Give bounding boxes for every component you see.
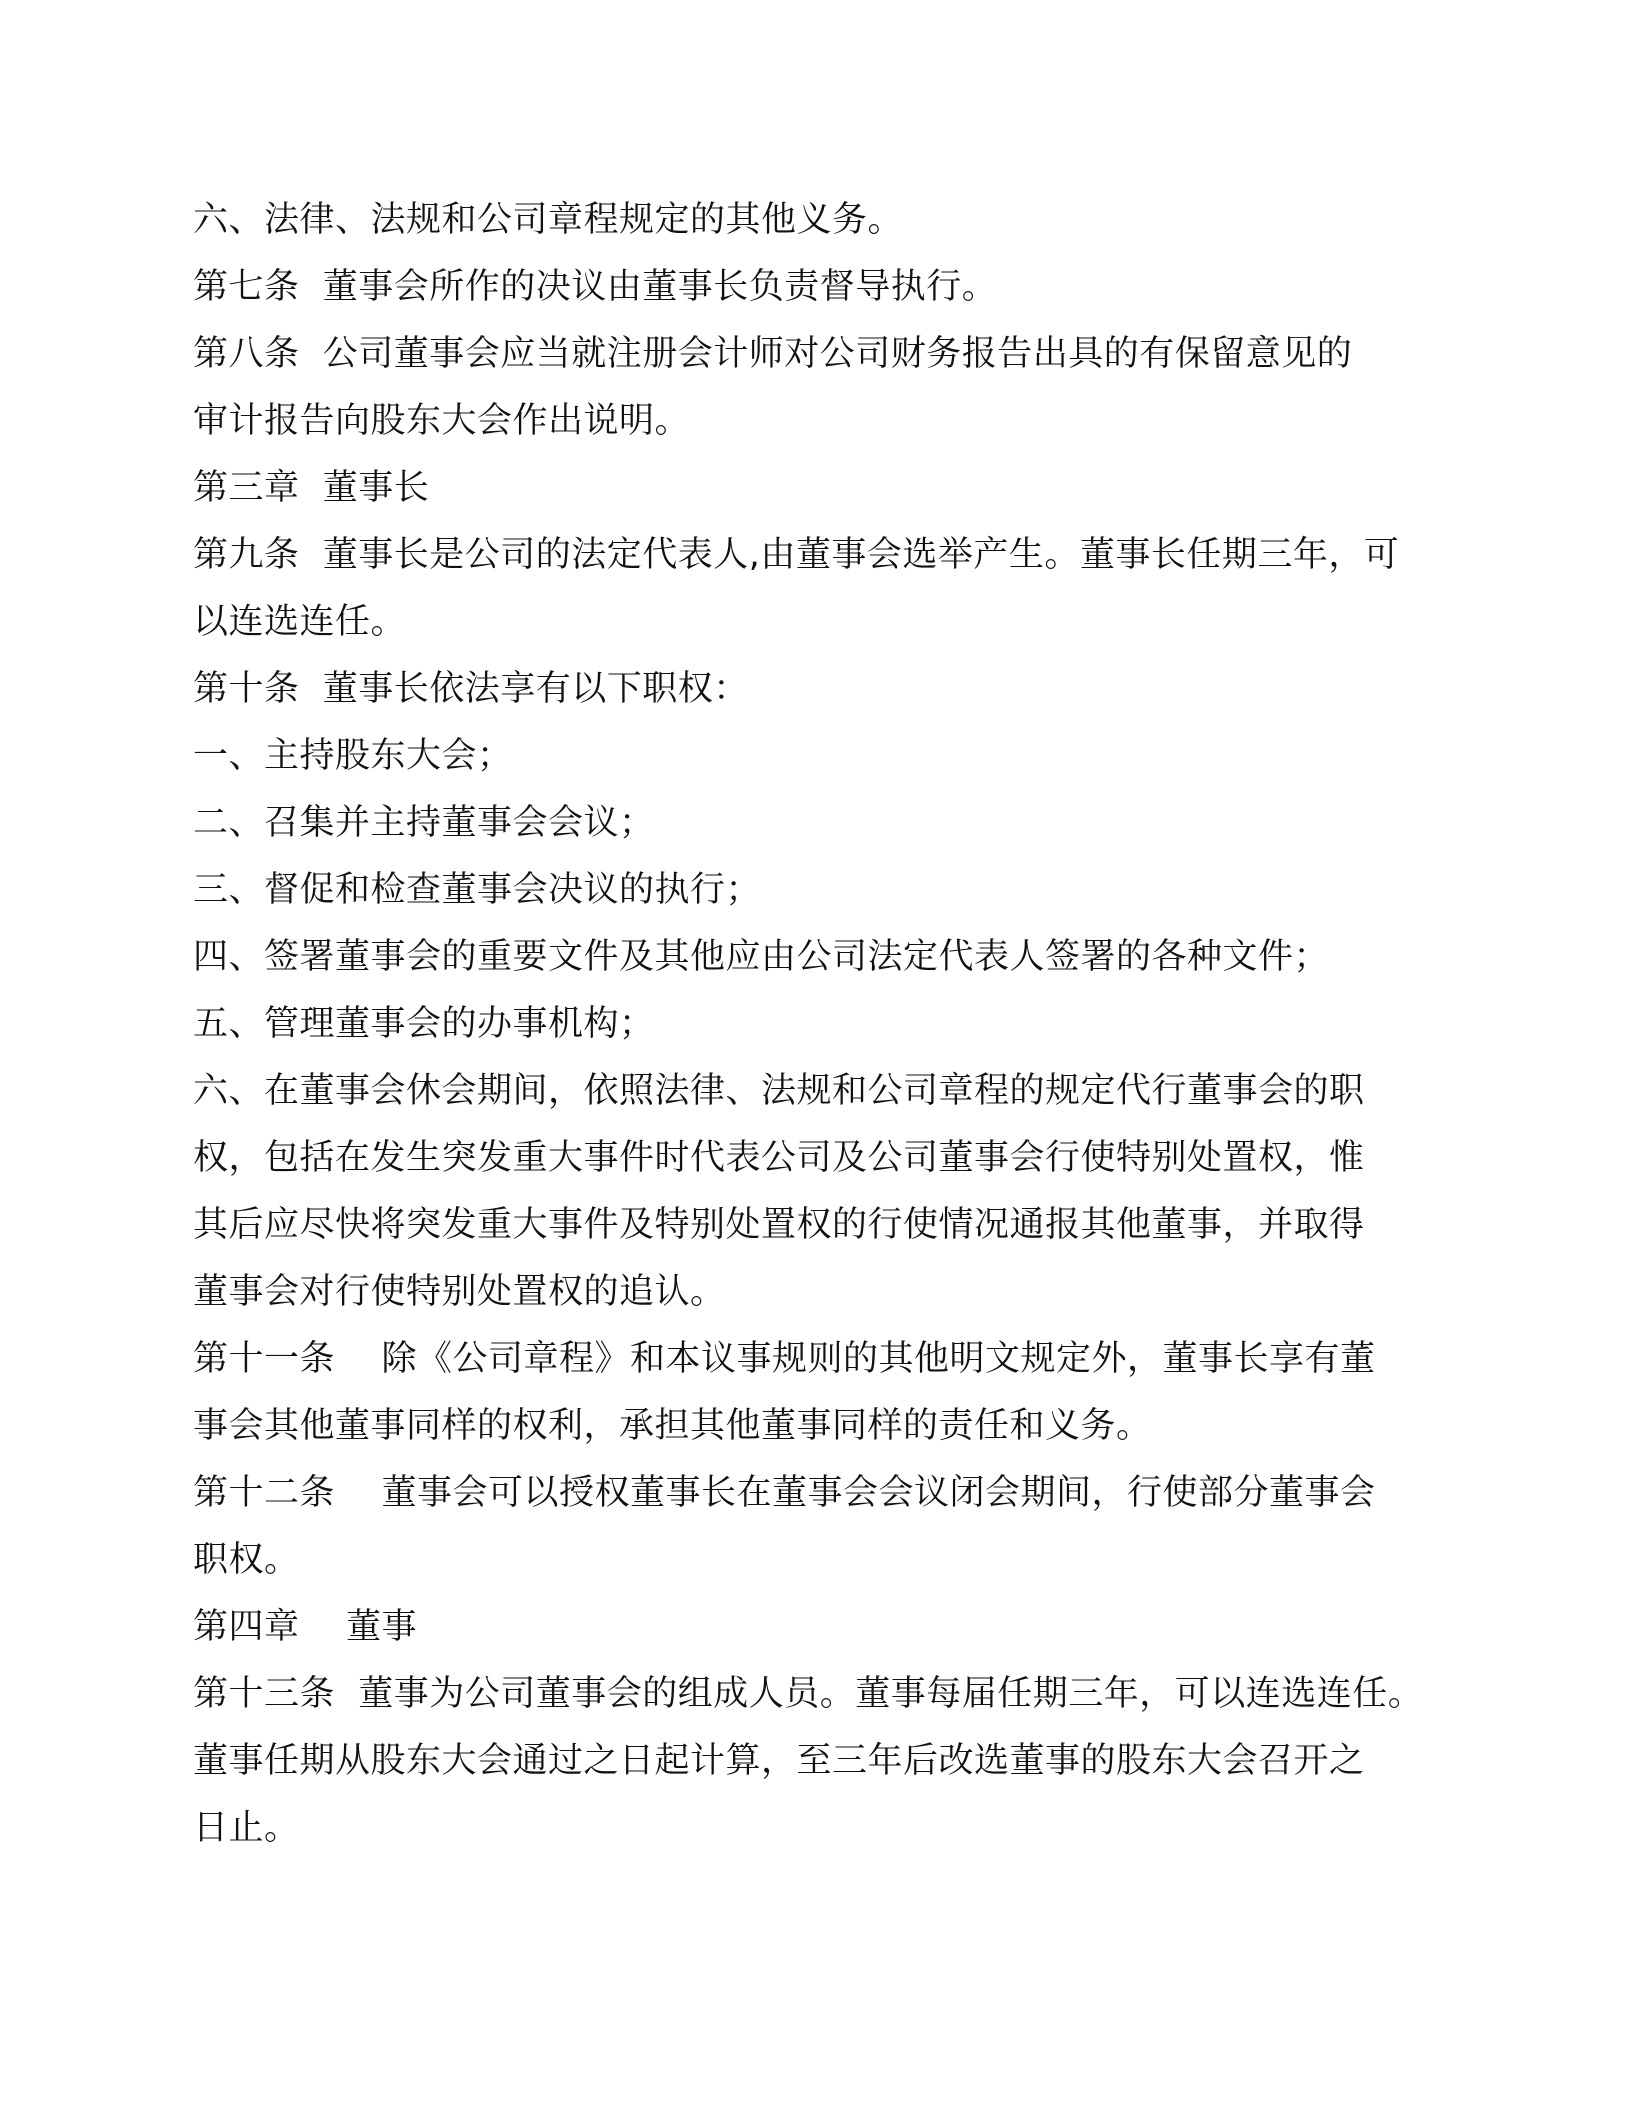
chair-power-1: 一、主持股东大会； — [193, 736, 513, 776]
article-13: 第十三条 董事为公司董事会的组成人员。董事每届任期三年，可以连选连任。 — [193, 1674, 1424, 1714]
article-11-continued: 事会其他董事同样的权利，承担其他董事同样的责任和义务。 — [193, 1406, 1152, 1446]
article-10: 第十条 董事长依法享有以下职权： — [193, 669, 749, 709]
chair-power-6-continued-1: 权，包括在发生突发重大事件时代表公司及公司董事会行使特别处置权，惟 — [193, 1138, 1365, 1178]
chapter-3-heading: 第三章 董事长 — [193, 468, 430, 508]
article-8: 第八条 公司董事会应当就注册会计师对公司财务报告出具的有保留意见的 — [193, 334, 1353, 374]
document-body — [193, 187, 1453, 1862]
chair-power-6: 六、在董事会休会期间，依照法律、法规和公司章程的规定代行董事会的职 — [193, 1071, 1365, 1111]
chair-power-6-continued-3: 董事会对行使特别处置权的追认。 — [193, 1272, 726, 1312]
chair-power-6-continued-2: 其后应尽快将突发重大事件及特别处置权的行使情况通报其他董事，并取得 — [193, 1205, 1365, 1245]
chair-power-4: 四、签署董事会的重要文件及其他应由公司法定代表人签署的各种文件； — [193, 937, 1330, 977]
article-13-continued-2: 日止。 — [193, 1808, 300, 1848]
article-11: 第十一条 除《公司章程》和本议事规则的其他明文规定外，董事长享有董 — [193, 1339, 1376, 1379]
article-13-continued-1: 董事任期从股东大会通过之日起计算，至三年后改选董事的股东大会召开之 — [193, 1741, 1365, 1781]
article-7: 第七条 董事会所作的决议由董事长负责督导执行。 — [193, 267, 998, 307]
article-8-continued: 审计报告向股东大会作出说明。 — [193, 401, 691, 441]
chair-power-5: 五、管理董事会的办事机构； — [193, 1004, 655, 1044]
article-9: 第九条 董事长是公司的法定代表人,由董事会选举产生。董事长任期三年，可 — [193, 535, 1400, 575]
article-9-continued: 以连选连任。 — [193, 602, 407, 642]
article-12: 第十二条 董事会可以授权董事长在董事会会议闭会期间，行使部分董事会 — [193, 1473, 1376, 1513]
article-12-continued: 职权。 — [193, 1540, 300, 1580]
chair-power-2: 二、召集并主持董事会会议； — [193, 803, 655, 843]
text-line-other-duties: 六、法律、法规和公司章程规定的其他义务。 — [193, 200, 904, 240]
chair-power-3: 三、督促和检查董事会决议的执行； — [193, 870, 762, 910]
chapter-4-heading: 第四章 董事 — [193, 1607, 418, 1647]
